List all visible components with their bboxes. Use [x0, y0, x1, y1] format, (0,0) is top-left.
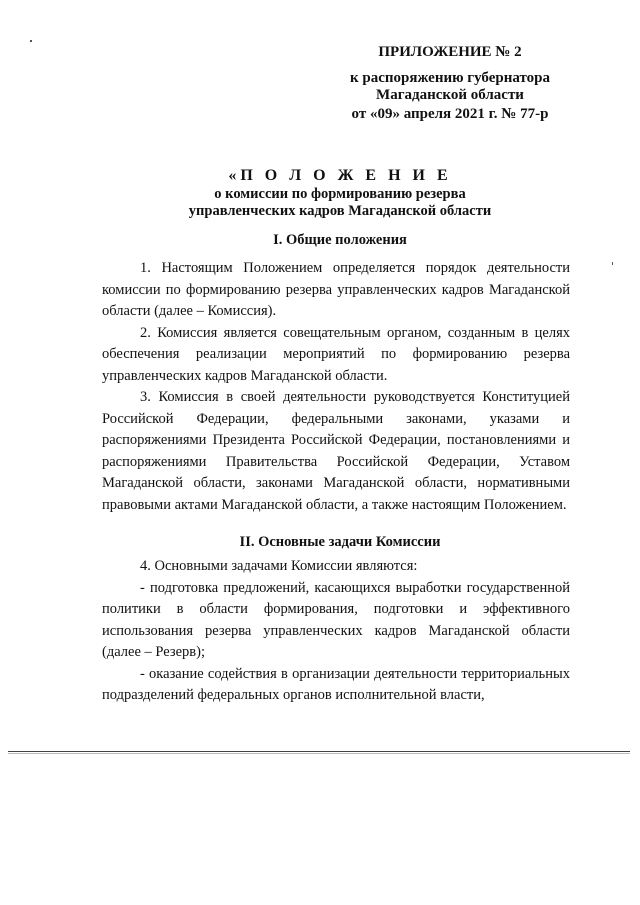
document-subtitle-line-1: о комиссии по формированию резерва	[214, 186, 466, 202]
appendix-date: от «09» апреля 2021 г. № 77-р	[351, 106, 549, 122]
paragraph-4: 4. Основными задачами Комиссии являются:	[140, 558, 418, 574]
appendix-reference	[330, 70, 570, 104]
scan-edge-line	[8, 751, 630, 752]
appendix-reference-line-2: Магаданской области	[376, 87, 524, 103]
list-item: - оказание содействия в организации деятельности территориальных подразделений федеральных органов исполнительной власти,	[102, 665, 570, 703]
paragraph-3: 3. Комиссия в своей деятельности руководствуется Конституцией Российской Федерации, федеральными законами, указами и распоряжениями Президента Российской Федерации, постановлениями и распоряжениями Правительства Российской Федерации, Уставом Магаданской области, законами Магаданской области, нормативными правовыми актами Магаданской области, а также настоящим Положением.	[102, 389, 570, 513]
list-item: - подготовка предложений, касающихся выработки государственной политики в области формирования, подготовки и эффективного использования резерва управленческих кадров Магаданской области (далее – Резерв);	[102, 579, 570, 660]
scan-speck	[30, 40, 32, 42]
paragraph-1: 1. Настоящим Положением определяется порядок деятельности комиссии по формированию резерва управленческих кадров Магаданской области (далее – Комиссия).	[102, 260, 570, 319]
section-general-body	[102, 258, 570, 516]
section-heading-tasks: II. Основные задачи Комиссии	[239, 534, 441, 550]
scan-edge-line-shadow	[8, 753, 630, 754]
appendix-reference-line-1: к распоряжению губернатора	[349, 70, 550, 86]
document-title: «П О Л О Ж Е Н И Е	[228, 167, 452, 184]
document-subtitle-line-2: управленческих кадров Магаданской области	[188, 203, 492, 219]
appendix-title: ПРИЛОЖЕНИЕ № 2	[378, 44, 522, 60]
section-tasks-body	[102, 556, 570, 707]
paragraph-2: 2. Комиссия является совещательным органом, созданным в целях обеспечения реализации мероприятий по формированию резерва управленческих кадров Магаданской области.	[102, 324, 570, 384]
section-heading-general: I. Общие положения	[273, 232, 407, 248]
document-subtitle	[100, 186, 580, 220]
scan-speck	[612, 262, 613, 265]
